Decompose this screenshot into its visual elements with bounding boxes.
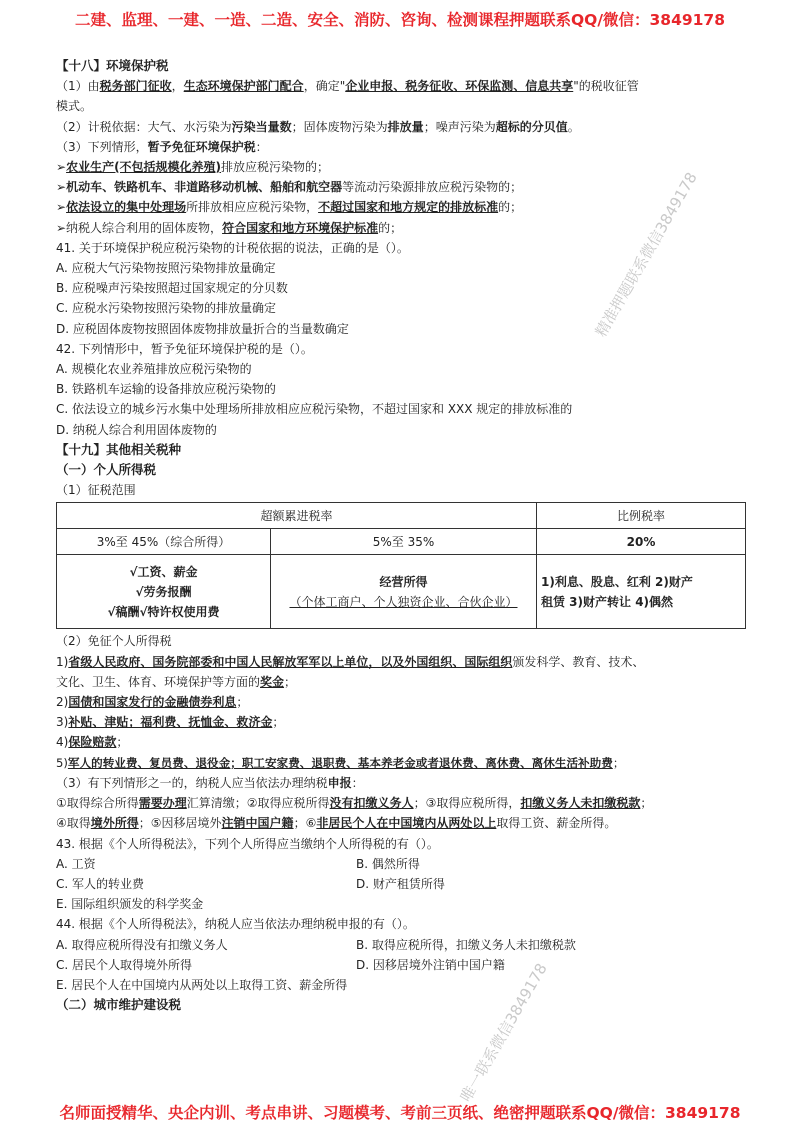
q42-option-c: C. 依法设立的城乡污水集中处理场所排放相应应税污染物，不超过国家和 XXX 规定的排放标准的 [56,402,573,417]
q43-option-c: C. 军人的转业费 [56,876,145,891]
declaration-heading: （3）有下列情形之一的，纳税人应当依法办理纳税申报： [56,775,364,790]
q43-option-b: B. 偶然所得 [356,856,420,871]
subsection-personal-income-tax: （一）个人所得税 [56,462,157,478]
exempt-item-3: 3)补贴、津贴；福利费、抚恤金、救济金； [56,715,285,730]
q43-options-row-2 [56,874,746,894]
q44-options-row-2 [56,955,746,975]
q43-options-row-1 [56,854,746,874]
top-banner: 二建、监理、一建、一造、二造、安全、消防、咨询、检测课程押题联系QQ/微信：3849178 [74,11,725,29]
tax-rate-table [56,502,746,629]
section-18-title: 【十八】环境保护税 [56,58,169,73]
q44-option-a: A. 取得应税所得没有扣缴义务人 [56,937,228,952]
watermark-1: 精准押题联系微信3849178 [591,169,701,340]
question-41: 41. 关于环境保护税应税污染物的计税依据的说法，正确的是（）。 [56,240,409,255]
q44-option-c: C. 居民个人取得境外所得 [56,957,193,972]
q44-option-d: D. 因移居境外注销中国户籍 [356,957,505,972]
table-cell-business-income: 经营所得 （个体工商户、个人独资企业、合伙企业） [271,555,537,629]
q41-option-b: B. 应税噪声污染按照超过国家规定的分贝数 [56,281,288,296]
exempt-item-1-cont: 文化、卫生、体育、环境保护等方面的奖金； [56,674,297,689]
q41-option-d: D. 应税固体废物按照固体废物排放量折合的当量数确定 [56,321,349,336]
s18-item-2: ➢机动车、铁路机车、非道路移动机械、船舶和航空器等流动污染源排放应税污染物的； [56,180,523,195]
question-42: 42. 下列情形中，暂予免征环境保护税的是（）。 [56,341,313,356]
table-cell-comprehensive-rate: 3%至 45%（综合所得） [57,529,271,555]
q43-option-d: D. 财产租赁所得 [356,876,445,891]
s18-item-3: ➢依法设立的集中处理场所排放相应应税污染物，不超过国家和地方规定的排放标准的； [56,200,523,215]
table-cell-flat-items: 1)利息、股息、红利 2)财产 租赁 3)财产转让 4)偶然 [537,555,746,629]
declaration-line-1: ①取得综合所得需要办理汇算清缴；②取得应税所得没有扣缴义务人；③取得应税所得，扣缴义务人未扣缴税款； [56,796,653,811]
q41-option-c: C. 应税水污染物按照污染物的排放量确定 [56,301,277,316]
q44-option-b: B. 取得应税所得，扣缴义务人未扣缴税款 [356,937,576,952]
exempt-heading: （2）免征个人所得税 [56,634,172,649]
s18-item-4: ➢纳税人综合利用的固体废物，符合国家和地方环境保护标准的； [56,220,403,235]
table-cell-business-rate: 5%至 35% [271,529,537,555]
q43-option-e: E. 国际组织颁发的科学奖金 [56,897,204,912]
q44-option-e: E. 居民个人在中国境内从两处以上取得工资、薪金所得 [56,977,348,992]
s18-para-1-cont: 模式。 [56,99,93,114]
q44-options-row-1 [56,935,746,955]
s18-item-1: ➢农业生产(不包括规模化养殖)排放应税污染物的； [56,160,330,175]
table-cell-comprehensive-items: √工资、薪金 √劳务报酬 √稿酬√特许权使用费 [57,555,271,629]
table-header-progressive: 超额累进税率 [57,503,537,529]
s18-para-3: （3）下列情形，暂予免征环境保护税： [56,139,268,154]
q42-option-d: D. 纳税人综合利用固体废物的 [56,422,217,437]
subsection-urban-construction-tax: （二）城市维护建设税 [56,997,182,1013]
q42-option-a: A. 规模化农业养殖排放应税污染物的 [56,362,252,377]
q43-option-a: A. 工资 [56,856,96,871]
exempt-item-1: 1)省级人民政府、国务院部委和中国人民解放军军以上单位，以及外国组织、国际组织颁发科学、教育、技术、 [56,654,645,669]
declaration-line-2: ④取得境外所得；⑤因移居境外注销中国户籍；⑥非居民个人在中国境内从两处以上取得工资、薪金所得。 [56,816,617,831]
question-44: 44. 根据《个人所得税法》，纳税人应当依法办理纳税申报的有（）。 [56,917,415,932]
exempt-item-5: 5)军人的转业费、复员费、退役金；职工安家费、退职费、基本养老金或者退休费、离休费、离休生活补助费； [56,755,625,770]
bottom-banner: 名师面授精华、央企内训、考点串讲、习题模考、考前三页纸、绝密押题联系QQ/微信：3849178 [59,1104,741,1122]
watermark-2: 唯一联系微信3849178 [456,960,551,1105]
s18-para-2: （2）计税依据：大气、水污染为污染当量数；固体废物污染为排放量；噪声污染为超标的分贝值。 [56,119,580,134]
s18-para-1: （1）由税务部门征收，生态环境保护部门配合，确定"企业申报、税务征收、环保监测、信息共享"的税收征管 [56,79,639,94]
exempt-item-4: 4)保险赔款； [56,735,129,750]
tax-scope-heading: （1）征税范围 [56,483,136,498]
table-cell-flat-rate: 20% [537,529,746,555]
table-header-proportional: 比例税率 [537,503,746,529]
question-43: 43. 根据《个人所得税法》，下列个人所得应当缴纳个人所得税的有（）。 [56,836,439,851]
exempt-item-2: 2)国债和国家发行的金融债券利息； [56,695,249,710]
document-body [56,56,746,1015]
section-19-title: 【十九】其他相关税种 [56,441,182,457]
q41-option-a: A. 应税大气污染物按照污染物排放量确定 [56,261,276,276]
q42-option-b: B. 铁路机车运输的设备排放应税污染物的 [56,382,276,397]
